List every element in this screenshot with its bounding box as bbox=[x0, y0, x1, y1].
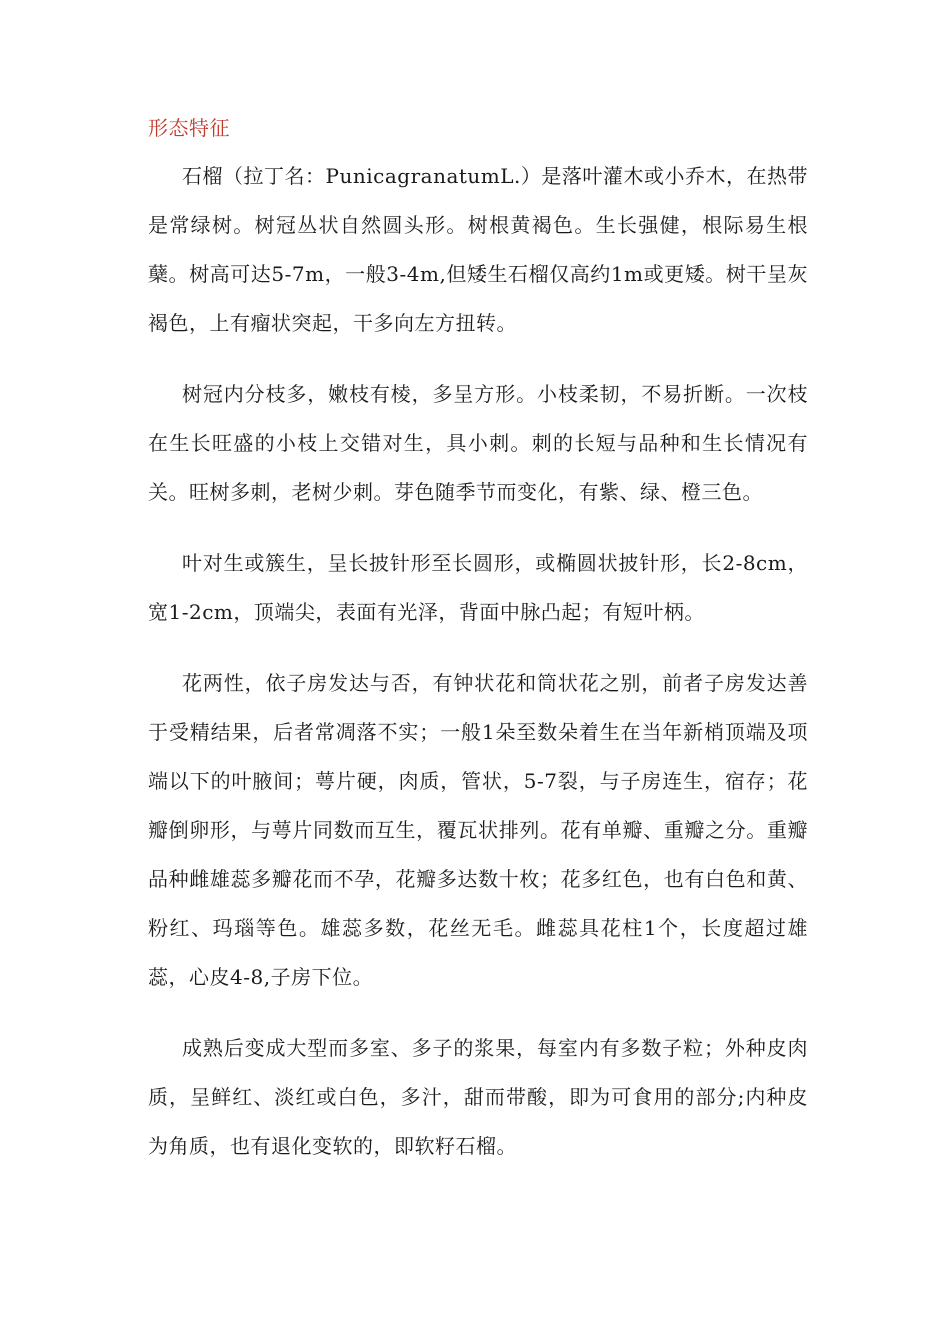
paragraph-leaves: 叶对生或簇生，呈长披针形至长圆形，或椭圆状披针形，长2-8cm，宽1-2cm，顶端尖，表面有光泽，背面中脉凸起；有短叶柄。 bbox=[148, 551, 808, 624]
paragraph-branches: 树冠内分枝多，嫩枝有棱，多呈方形。小枝柔韧，不易折断。一次枝在生长旺盛的小枝上交错对生，具小刺。刺的长短与品种和生长情况有关。旺树多刺，老树少刺。芽色随季节而变化，有紫、绿、橙三色。 bbox=[148, 382, 808, 504]
document-body bbox=[148, 152, 808, 1193]
paragraph-flowers: 花两性，依子房发达与否，有钟状花和筒状花之别，前者子房发达善于受精结果，后者常凋落不实；一般1朵至数朵着生在当年新梢顶端及项端以下的叶腋间；萼片硬，肉质，管状，5-7裂，与子房连生，宿存；花瓣倒卵形，与萼片同数而互生，覆瓦状排列。花有单瓣、重瓣之分。重瓣品种雌雄蕊多瓣花而不孕，花瓣多达数十枚；花多红色，也有白色和黄、粉红、玛瑙等色。雄蕊多数，花丝无毛。雌蕊具花柱1个，长度超过雄蕊，心皮4-8,子房下位。 bbox=[148, 671, 808, 989]
section-heading: 形态特征 bbox=[148, 116, 230, 140]
paragraph-fruit: 成熟后变成大型而多室、多子的浆果，每室内有多数子粒；外种皮肉质，呈鲜红、淡红或白色，多汁，甜而带酸，即为可食用的部分;内种皮为角质，也有退化变软的，即软籽石榴。 bbox=[148, 1036, 808, 1158]
paragraph-overview: 石榴（拉丁名：PunicagranatumL.）是落叶灌木或小乔木，在热带是常绿树。树冠丛状自然圆头形。树根黄褐色。生长强健，根际易生根蘖。树高可达5-7m，一般3-4m,但矮生石榴仅高约1m或更矮。树干呈灰褐色，上有瘤状突起，干多向左方扭转。 bbox=[148, 164, 808, 335]
